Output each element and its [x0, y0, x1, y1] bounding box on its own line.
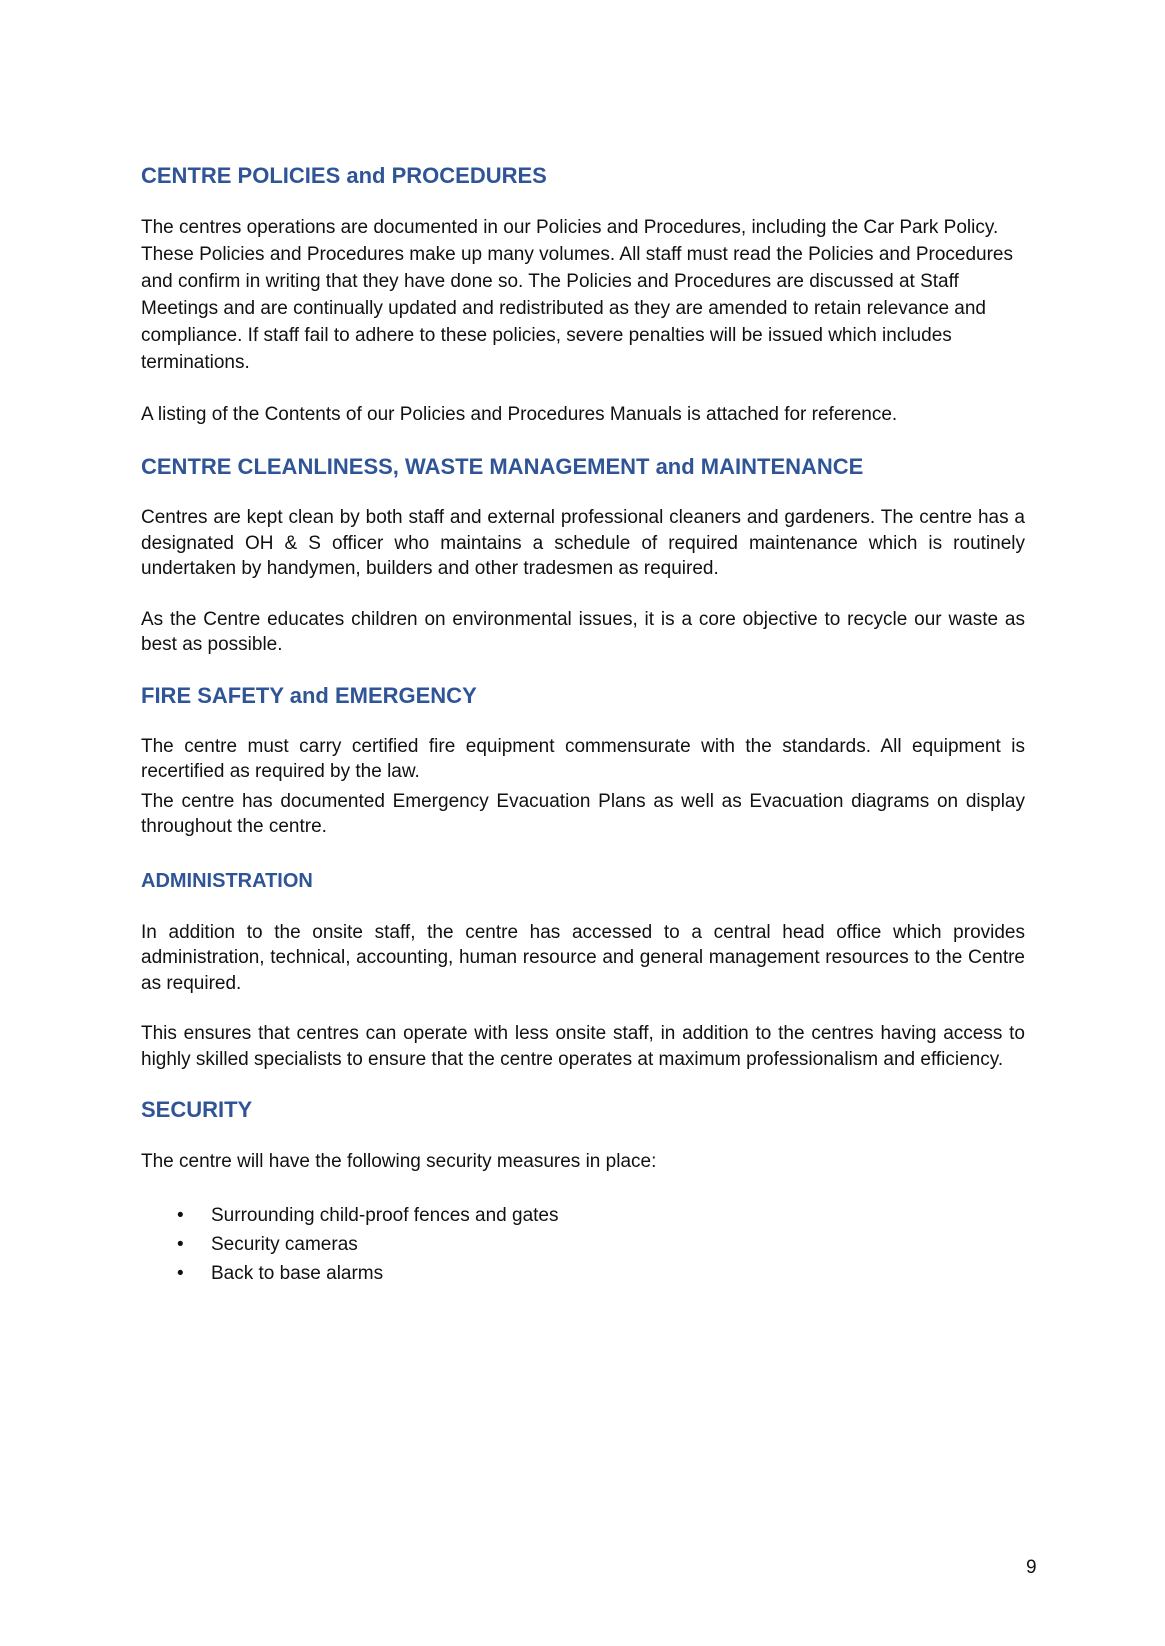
list-item [141, 1230, 1025, 1259]
list-item-text: Surrounding child-proof fences and gates [211, 1205, 559, 1226]
list-item [141, 1259, 1025, 1288]
section-heading-cleanliness: CENTRE CLEANLINESS, WASTE MANAGEMENT and MAINTENANCE [141, 454, 864, 479]
administration-paragraph-2: This ensures that centres can operate with less onsite staff, in addition to the centres having access to highly skilled specialists to ensure that the centre operates at maximum professionalism and efficiency. [141, 1023, 1025, 1070]
section-heading-administration: ADMINISTRATION [141, 869, 313, 892]
administration-paragraph-1: In addition to the onsite staff, the centre has accessed to a central head office which provides administration, technical, accounting, human resource and general management resources to the Centre as required. [141, 921, 1025, 994]
cleanliness-paragraph-2: As the Centre educates children on environmental issues, it is a core objective to recycle our waste as best as possible. [141, 608, 1025, 655]
security-measures-list [141, 1201, 1025, 1288]
policies-paragraph-2: A listing of the Contents of our Policies and Procedures Manuals is attached for reference. [141, 404, 898, 425]
page-content [141, 162, 1025, 1288]
list-item-text: Security cameras [211, 1234, 358, 1255]
list-item [141, 1201, 1025, 1230]
section-heading-fire-safety: FIRE SAFETY and EMERGENCY [141, 682, 477, 708]
list-item-text: Back to base alarms [211, 1263, 384, 1284]
cleanliness-paragraph-1: Centres are kept clean by both staff and external professional cleaners and gardeners. The centre has a designated OH & S officer who maintains a schedule of required maintenance which is routinely undertaken by handymen, builders and other tradesmen as required. [141, 507, 1025, 579]
policies-paragraph-1: The centres operations are documented in our Policies and Procedures, including the Car Park Policy. These Policies and Procedures make up many volumes. All staff must read the Policies and Procedures and confirm in writing that they have done so. The Policies and Procedures are discussed at Staff Meetings and are continually updated and redistributed as they are amended to retain relevance and compliance. If staff fail to adhere to these policies, severe penalties will be issued which includes terminations. [141, 217, 1013, 373]
fire-paragraph-2: The centre has documented Emergency Evacuation Plans as well as Evacuation diagrams on display throughout the centre. [141, 790, 1025, 837]
fire-paragraph-1: The centre must carry certified fire equipment commensurate with the standards. All equipment is recertified as required by the law. [141, 735, 1025, 782]
security-intro: The centre will have the following security measures in place: [141, 1151, 657, 1172]
bullet-icon: • [177, 1205, 184, 1226]
section-heading-policies: CENTRE POLICIES and PROCEDURES [141, 163, 547, 188]
section-heading-security: SECURITY [141, 1097, 253, 1122]
page-number: 9 [1026, 1557, 1037, 1578]
bullet-icon: • [177, 1263, 184, 1284]
bullet-icon: • [177, 1234, 184, 1255]
